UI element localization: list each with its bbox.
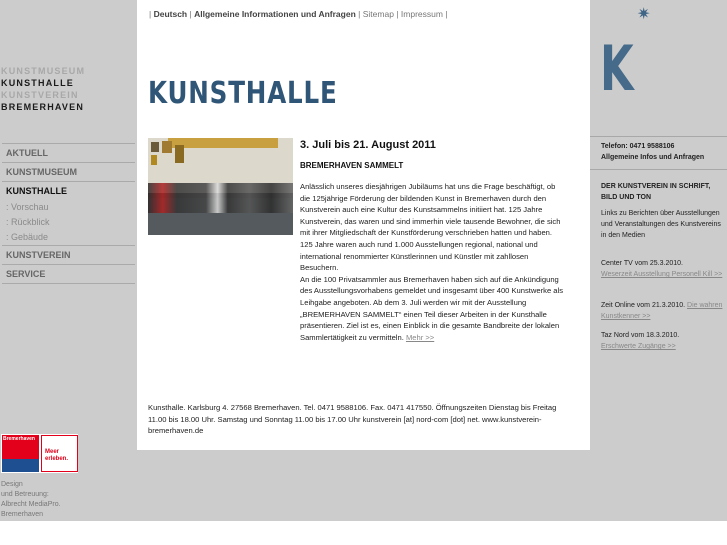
separator: | — [358, 9, 361, 19]
photo-painting — [151, 142, 159, 152]
article-title: BREMERHAVEN SAMMELT — [300, 161, 404, 170]
credit-line: Bremerhaven — [1, 511, 44, 518]
media-source: Center TV vom 25.3.2010. — [601, 260, 683, 267]
bremerhaven-logo[interactable] — [1, 434, 78, 473]
separator: | — [445, 9, 448, 19]
credit-line: Design — [1, 481, 23, 488]
topnav-impressum[interactable]: Impressum — [400, 9, 443, 19]
design-credit — [1, 480, 61, 520]
article-date: 3. Juli bis 21. August 2011 — [300, 139, 436, 151]
media-title: DER KUNSTVEREIN IN SCHRIFT, BILD UND TON — [601, 183, 711, 201]
kunsthalle-logo: KUNSTHALLE — [148, 76, 338, 111]
brand-kunsthalle[interactable]: KUNSTHALLE — [1, 78, 74, 88]
brand-block — [1, 65, 85, 113]
credit-line: und Betreuung: — [1, 491, 49, 498]
brand-kunstmuseum[interactable]: KUNSTMUSEUM — [1, 66, 86, 76]
article-body — [300, 181, 565, 343]
more-link[interactable]: Mehr >> — [405, 332, 435, 342]
k-logo: K — [600, 32, 634, 105]
separator: | — [149, 9, 152, 19]
media-entry — [601, 330, 723, 352]
sidebar-item-aktuell[interactable]: AKTUELL — [2, 143, 135, 162]
star-icon: ✷ — [637, 6, 651, 23]
brand-bremerhaven: BREMERHAVEN — [1, 102, 85, 112]
photo-ceiling — [168, 138, 278, 148]
logo-blue-wave — [2, 459, 39, 472]
article — [300, 139, 565, 343]
right-column — [590, 0, 727, 521]
topnav-deutsch[interactable]: Deutsch — [153, 9, 188, 19]
media-source: Zeit Online vom 21.3.2010. — [601, 302, 686, 309]
sidebar-item-kunsthalle[interactable]: KUNSTHALLE — [2, 181, 135, 200]
logo-slogan-box — [41, 435, 78, 472]
topnav-sitemap[interactable]: Sitemap — [362, 9, 394, 19]
media-entry — [601, 258, 723, 280]
brand-kunstverein[interactable]: KUNSTVEREIN — [1, 90, 79, 100]
media-source: Taz Nord vom 18.3.2010. — [601, 332, 680, 339]
logo-slogan-text: Meer erleben. — [45, 449, 69, 462]
divider — [590, 169, 727, 170]
exhibition-photo — [148, 138, 293, 235]
separator: | — [396, 9, 399, 19]
media-link[interactable]: Die wahren Kunstkenner >> — [601, 302, 723, 320]
left-column — [0, 0, 137, 521]
sidebar-subitem-vorschau[interactable]: : Vorschau — [6, 202, 49, 212]
topnav-info[interactable]: Allgemeine Informationen und Anfragen — [194, 9, 356, 19]
sidebar-item-service[interactable]: SERVICE — [2, 264, 135, 283]
divider — [590, 136, 727, 137]
media-entry — [601, 300, 723, 322]
separator: | — [189, 9, 192, 19]
sidebar-subitem-rueckblick[interactable]: : Rückblick — [6, 217, 50, 227]
article-paragraph-1: Anlässlich unseres diesjährigen Jubiläums hat uns die Frage beschäftigt, ob die 125jährige Förderung der bildenden Kunst in Bremerhaven durch den Kunstverein auch eine Kultur des Kunstsammelns initiiert hat. 125 Jahre Kunstverein, das waren und sind immerhin viele tausende Bewohner, die sich mit ihrer Mitgliedschaft der Kunstförderung verschrieben hatten und haben. 125 Jahre waren auch rund 1.000 Ausstellungen regional, national und international renommierter Künstlerinnen und Künstler mit zahllosen Besuchern. — [300, 182, 561, 273]
photo-painting — [151, 155, 157, 165]
info-link[interactable]: Allgemeine Infos und Anfragen — [601, 154, 705, 161]
media-intro: Links zu Berichten über Ausstellungen und Veranstaltungen des Kunstvereins in den Medien — [601, 210, 721, 239]
credit-line: Albrecht MediaPro. — [1, 501, 61, 508]
media-link[interactable]: Erschwerte Zugänge >> — [601, 343, 676, 350]
article-paragraph-2: An die 100 Privatsammler aus Bremerhaven haben sich auf die Ankündigung des Ausstellungsvorhabens gemeldet und insgesamt über 400 Kunstwerke als Leihgabe angeboten. Ab dem 3. Juli werden wir mit der Ausstellung „BREMERHAVEN SAMMELT“ einen Teil dieser Arbeiten in der Kunsthalle präsentieren. Ziel ist es, einen Einblick in die gesamte Bandbreite der lokalen Sammlertätigkeit zu vermitteln. — [300, 274, 563, 342]
sidebar-divider — [2, 283, 135, 285]
photo-painting — [175, 145, 184, 163]
address-footer: Kunsthalle. Karlsburg 4. 27568 Bremerhaven. Tel. 0471 9588106. Fax. 0471 417550. Öffnungszeiten Dienstag bis Freitag 11.00 bis 18.00 Uhr. Samstag und Sonntag 11.00 bis 17.00 Uhr kunstverein [at] nord-com [dot] net. www.kunstverein-bremerhaven.de — [148, 403, 557, 435]
sidebar-item-kunstmuseum[interactable]: KUNSTMUSEUM — [2, 162, 135, 181]
logo-bremerhaven-text: Bremerhaven — [3, 436, 35, 442]
sidebar-item-kunstverein[interactable]: KUNSTVEREIN — [2, 245, 135, 264]
media-link[interactable]: Weserzeit Ausstellung Personell Kill >> — [601, 271, 723, 278]
phone-number: Telefon: 0471 9588106 — [601, 143, 675, 150]
sidebar-nav — [2, 143, 135, 285]
photo-painting — [162, 141, 172, 153]
photo-crowd — [148, 183, 293, 213]
page-bottom — [0, 521, 727, 545]
top-navigation — [149, 9, 448, 19]
main-content — [137, 0, 590, 450]
sidebar-subitem-gebaeude[interactable]: : Gebäude — [6, 232, 49, 242]
